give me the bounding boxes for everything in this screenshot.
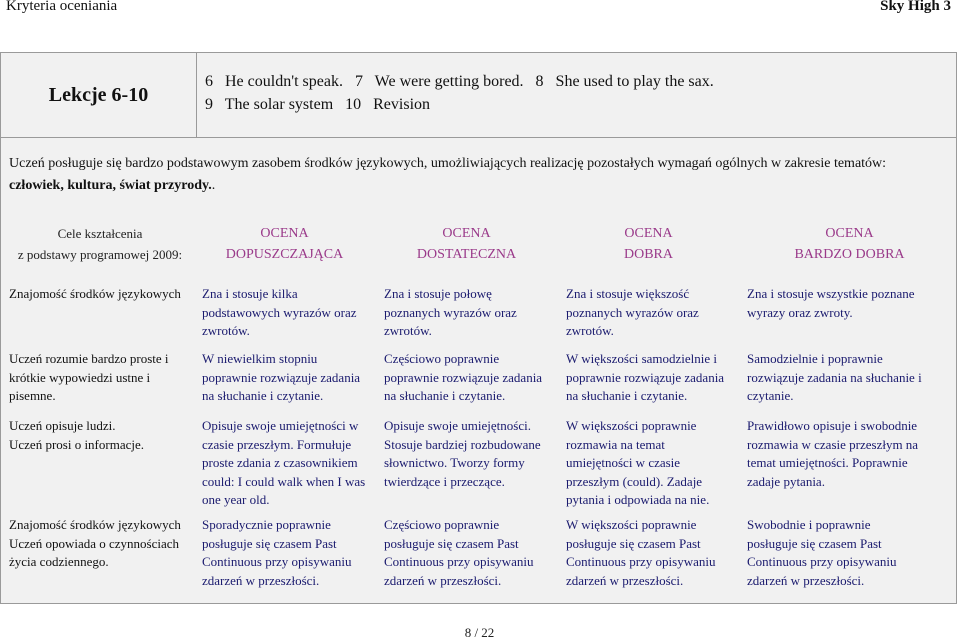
cell-line: pytania i odpowiada na nie. — [566, 492, 710, 507]
grade-header-dobra — [566, 223, 731, 265]
cell-line: Continuous przy opisywaniu — [202, 554, 352, 569]
grade-header-dostateczna — [384, 223, 549, 265]
lesson-label: Lekcje 6-10 — [1, 53, 197, 137]
intro-text — [9, 153, 949, 197]
cell-line: poprawnie rozwiązuje zadania — [202, 369, 361, 385]
criteria-dostateczna — [384, 417, 549, 491]
cell-line: zwrotów. — [202, 323, 250, 338]
cell-line: życia codziennego. — [9, 554, 109, 569]
cell-line: Zna i stosuje wszystkie poznane — [747, 286, 915, 301]
cell-line: Continuous przy opisywaniu — [566, 554, 716, 569]
cell-line: zdarzeń w przeszłości. — [202, 572, 320, 588]
criteria-dobra — [566, 417, 731, 510]
lesson-list-line: 6 He couldn't speak. 7 We were getting bored. 8 She used to play the sax. — [205, 73, 714, 90]
cell-line: twierdzące i przeczące. — [384, 473, 505, 489]
grade-header-row — [1, 213, 956, 283]
cell-line: rozwiązuje zadania na słuchanie i — [747, 369, 922, 385]
criteria-dopuszczajaca — [202, 516, 367, 590]
cell-line: Swobodnie i poprawnie — [747, 517, 871, 532]
cell-line: Znajomość środków językowych — [9, 517, 181, 532]
lesson-row — [1, 53, 956, 138]
criteria-goal — [9, 516, 191, 572]
criteria-dobra — [566, 516, 731, 590]
cell-line: wyrazy oraz zwroty. — [747, 304, 853, 320]
cell-line: Prawidłowo opisuje i swobodnie — [747, 418, 918, 433]
cell-line: Continuous przy opisywaniu — [384, 554, 534, 569]
cell-line: Zna i stosuje kilka — [202, 286, 298, 301]
cell-line: Częściowo poprawnie — [384, 517, 500, 532]
criteria-bardzo-dobra — [747, 417, 952, 491]
cell-line: na słuchanie i czytanie. — [202, 388, 324, 403]
cell-line: zdarzeń w przeszłości. — [747, 572, 865, 588]
cell-line: Sporadycznie poprawnie — [202, 517, 331, 532]
cell-line: Uczeń opisuje ludzi. — [9, 418, 116, 433]
cell-line: Uczeń opowiada o czynnościach — [9, 535, 180, 551]
criteria-bardzo-dobra — [747, 285, 952, 322]
cell-line: posługuje się czasem Past — [747, 535, 882, 551]
grade-header-line: OCENA — [624, 226, 673, 241]
cell-line: Uczeń rozumie bardzo proste i — [9, 351, 169, 366]
cell-line: poprawnie rozwiązuje zadania — [384, 369, 543, 385]
cell-line: posługuje się czasem Past — [566, 535, 701, 551]
page-number: 8 / 22 — [464, 625, 495, 640]
criteria-goal — [9, 350, 191, 406]
criteria-dobra — [566, 285, 731, 341]
criteria-bardzo-dobra — [747, 516, 952, 590]
cell-line: W większości poprawnie — [566, 418, 697, 433]
grade-header-line: DOPUSZCZAJĄCA — [225, 247, 344, 262]
intro-sentence: Uczeń posługuje się bardzo podstawowym zasobem środków językowych, umożliwiających realizację pozostałych wymagań ogólnych w zakresie tematów: — [9, 156, 887, 171]
criteria-table — [0, 52, 957, 604]
criteria-bardzo-dobra — [747, 350, 952, 406]
cell-line: Zna i stosuje większość — [566, 286, 690, 301]
cell-line: could: I could walk when I was — [202, 473, 366, 489]
cell-line: na słuchanie i czytanie. — [566, 388, 688, 403]
cell-line: one year old. — [202, 492, 270, 507]
cell-line: Częściowo poprawnie — [384, 351, 500, 366]
cell-line: przeszłym (could). Zadaje — [566, 473, 703, 489]
lesson-list-line: 9 The solar system 10 Revision — [205, 96, 431, 113]
cell-line: poznanych wyrazów oraz — [566, 304, 699, 320]
cell-line: zdarzeń w przeszłości. — [384, 572, 502, 588]
course-name: Sky High 3 — [880, 0, 951, 14]
grade-header-bardzo-dobra — [747, 223, 952, 265]
criteria-dopuszczajaca — [202, 350, 367, 406]
cell-line: proste zdania z czasownikiem — [202, 455, 358, 470]
criteria-dostateczna — [384, 350, 549, 406]
cell-line: krótkie wypowiedzi ustne i — [9, 369, 151, 385]
intro-suffix: . — [211, 178, 216, 193]
criteria-dostateczna — [384, 516, 549, 590]
cell-line: Continuous przy opisywaniu — [747, 554, 897, 569]
cell-line: umiejętności w czasie — [566, 455, 681, 470]
criteria-goal — [9, 285, 191, 304]
intro-topics: człowiek, kultura, świat przyrody. — [9, 178, 212, 193]
grade-header-dopuszczajaca — [202, 223, 367, 265]
criteria-goal — [9, 417, 191, 454]
cell-line: zwrotów. — [566, 323, 614, 338]
cell-line: W niewielkim stopniu — [202, 351, 318, 366]
grade-header-line: DOBRA — [623, 247, 673, 262]
cell-line: Znajomość środków językowych — [9, 286, 181, 301]
cell-line: posługuje się czasem Past — [202, 535, 337, 551]
cell-line: zadaje pytania. — [747, 473, 825, 489]
document-title: Kryteria oceniania — [6, 0, 118, 14]
grade-header-line: OCENA — [260, 226, 309, 241]
criteria-dostateczna — [384, 285, 549, 341]
cell-line: posługuje się czasem Past — [384, 535, 519, 551]
grade-header-line: BARDZO DOBRA — [794, 247, 905, 262]
cell-line: temat umiejętności. Poprawnie — [747, 455, 908, 470]
cell-line: rozmawia w czasie przeszłym na — [747, 436, 919, 452]
lesson-list — [205, 70, 714, 116]
cell-line: zwrotów. — [384, 323, 432, 338]
cell-line: Opisuje swoje umiejętności. — [384, 418, 531, 433]
cell-line: Opisuje swoje umiejętności w — [202, 418, 359, 433]
cell-line: W większości poprawnie — [566, 517, 697, 532]
cell-line: zdarzeń w przeszłości. — [566, 572, 684, 588]
goal-header-line: z podstawy programowej 2009: — [17, 247, 183, 262]
grade-header-line: OCENA — [442, 226, 491, 241]
cell-line: Zna i stosuje połowę — [384, 286, 492, 301]
cell-line: Stosuje bardziej rozbudowane — [384, 436, 541, 452]
grade-header-line: OCENA — [825, 226, 874, 241]
cell-line: czasie przeszłym. Formułuje — [202, 436, 352, 452]
cell-line: W większości samodzielnie i — [566, 351, 718, 366]
goal-header — [9, 223, 191, 265]
cell-line: na słuchanie i czytanie. — [384, 388, 506, 403]
goal-header-line: Cele kształcenia — [57, 226, 143, 241]
cell-line: czytanie. — [747, 388, 794, 403]
criteria-dopuszczajaca — [202, 285, 367, 341]
cell-line: poprawnie rozwiązuje zadania — [566, 369, 725, 385]
page-header — [0, 0, 959, 14]
cell-line: pisemne. — [9, 388, 56, 403]
cell-line: słownictwo. Tworzy formy — [384, 455, 525, 470]
cell-line: podstawowych wyrazów oraz — [202, 304, 357, 320]
cell-line: rozmawia na temat — [566, 436, 665, 452]
grade-header-line: DOSTATECZNA — [416, 247, 517, 262]
criteria-dopuszczajaca — [202, 417, 367, 510]
cell-line: Uczeń prosi o informacje. — [9, 436, 145, 452]
criteria-dobra — [566, 350, 731, 406]
cell-line: poznanych wyrazów oraz — [384, 304, 517, 320]
cell-line: Samodzielnie i poprawnie — [747, 351, 883, 366]
